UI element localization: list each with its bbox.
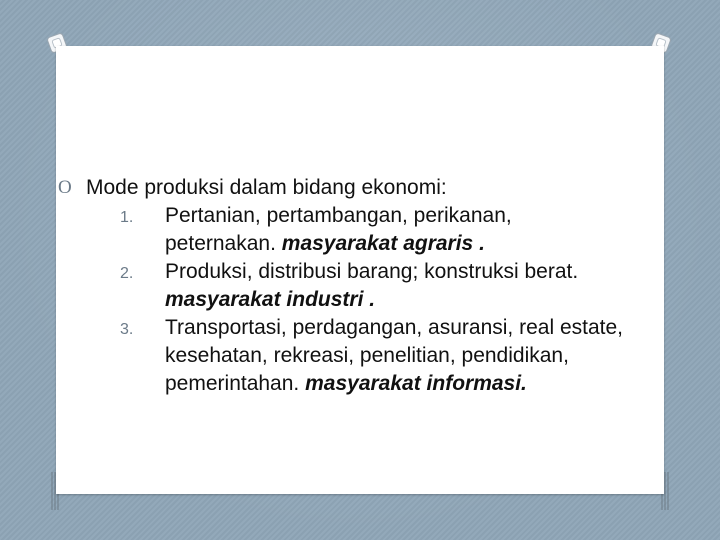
item-emphasis: masyarakat industri . (165, 288, 376, 311)
item-text: Produksi, distribusi barang; konstruksi berat. (165, 260, 579, 283)
slide-content (58, 174, 623, 398)
list-item (58, 258, 618, 314)
item-emphasis: masyarakat agraris . (281, 232, 485, 255)
item-body (165, 258, 625, 314)
item-number: 2. (120, 265, 134, 282)
item-emphasis: masyarakat informasi. (305, 372, 527, 395)
slide-heading (58, 174, 618, 202)
heading-text: Mode produksi dalam bidang ekonomi: (86, 176, 447, 199)
item-text: Transportasi, perdagangan, asuransi, real estate, kesehatan, rekreasi, penelitian, pendidikan, pemerintahan. (165, 316, 623, 395)
heading-bullet-icon: O (58, 177, 72, 198)
item-number: 3. (120, 321, 134, 338)
item-number: 1. (120, 209, 134, 226)
list-item (58, 314, 623, 398)
item-body (165, 202, 625, 258)
list-item (58, 202, 618, 258)
item-text: Pertanian, pertambangan, perikanan, peternakan. (165, 204, 512, 255)
item-body (165, 314, 625, 398)
